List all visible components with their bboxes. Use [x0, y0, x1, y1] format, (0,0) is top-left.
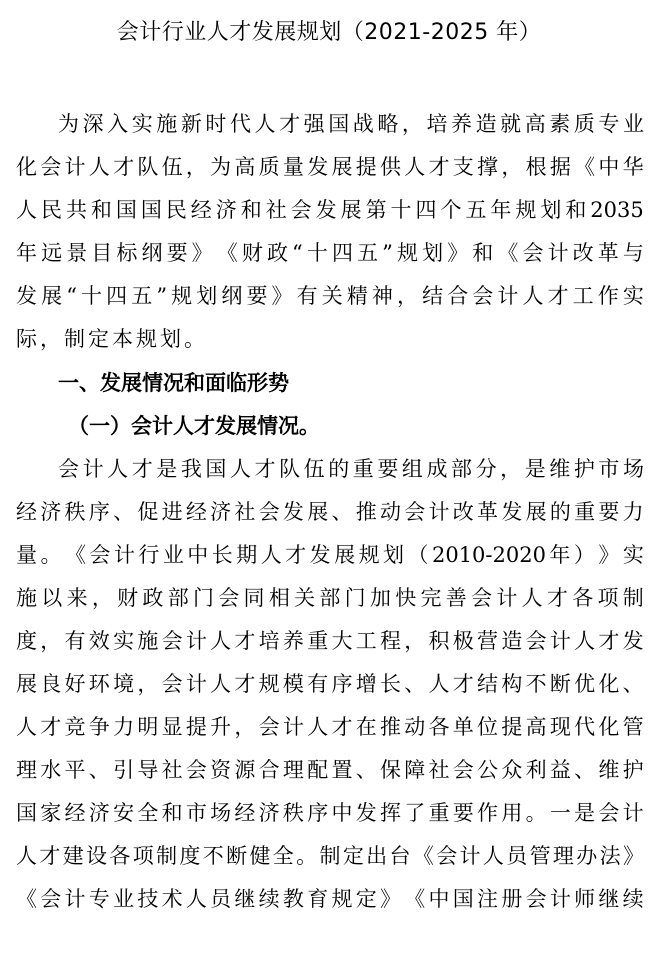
- subsection-heading: （一）会计人才发展情况。: [68, 414, 320, 438]
- paragraph-line: 经 济 秩 序 、 促 进 经 济 社 会 发 展 、 推 动 会 计 改 革 发 展 的 重 要 力: [16, 500, 644, 524]
- paragraph-line: 人 民 共 和 国 国 民 经 济 和 社 会 发 展 第 十 四 个 五 年 规 划 和 2035: [16, 198, 644, 222]
- paragraph-line: 会 计 人 才 是 我 国 人 才 队 伍 的 重 要 组 成 部 分 ， 是 维 护 市 场: [58, 457, 644, 481]
- paragraph-line: 展 良 好 环 境 ， 会 计 人 才 规 模 有 序 增 长 、 人 才 结 构 不 断 优 化 、: [16, 672, 644, 696]
- paragraph-line: 量 。 《 会 计 行 业 中 长 期 人 才 发 展 规 划 （ 2010-2020 年 ） 》 实: [16, 543, 644, 567]
- paragraph-line: 国 家 经 济 安 全 和 市 场 经 济 秩 序 中 发 挥 了 重 要 作 用 。 一 是 会 计: [16, 801, 644, 825]
- paragraph-line: 人 才 建 设 各 项 制 度 不 断 健 全 。 制 定 出 台 《 会 计 人 员 管 理 办 法 》: [16, 844, 644, 868]
- paragraph-line: 为 深 入 实 施 新 时 代 人 才 强 国 战 略 ， 培 养 造 就 高 素 质 专 业: [58, 112, 644, 136]
- paragraph-line: 人 才 竞 争 力 明 显 提 升 ， 会 计 人 才 在 推 动 各 单 位 提 高 现 代 化 管: [16, 715, 644, 739]
- paragraph-line: 际，制定本规划。: [16, 327, 208, 351]
- paragraph-line: 度 ， 有 效 实 施 会 计 人 才 培 养 重 大 工 程 ， 积 极 营 造 会 计 人 才 发: [16, 629, 644, 653]
- paragraph-line: 发 展 “ 十 四 五 ” 规 划 纲 要 》 有 关 精 神 ， 结 合 会 计 人 才 工 作 实: [16, 284, 644, 308]
- paragraph-line: 年 远 景 目 标 纲 要 》 《 财 政 “ 十 四 五 ” 规 划 》 和 《 会 计 改 革 与: [16, 241, 644, 265]
- paragraph-line: 理 水 平 、 引 导 社 会 资 源 合 理 配 置 、 保 障 社 会 公 众 利 益 、 维 护: [16, 758, 644, 782]
- document-title: 会计行业人才发展规划（2021-2025 年）: [116, 20, 542, 45]
- paragraph-line: 《 会 计 专 业 技 术 人 员 继 续 教 育 规 定 》 《 中 国 注 册 会 计 师 继 续: [16, 887, 644, 911]
- paragraph-line: 化 会 计 人 才 队 伍 ， 为 高 质 量 发 展 提 供 人 才 支 撑 ， 根 据 《 中 华: [16, 155, 644, 179]
- section-heading: 一、发展情况和面临形势: [58, 371, 289, 395]
- paragraph-line: 施 以 来 ， 财 政 部 门 会 同 相 关 部 门 加 快 完 善 会 计 人 才 各 项 制: [16, 586, 644, 610]
